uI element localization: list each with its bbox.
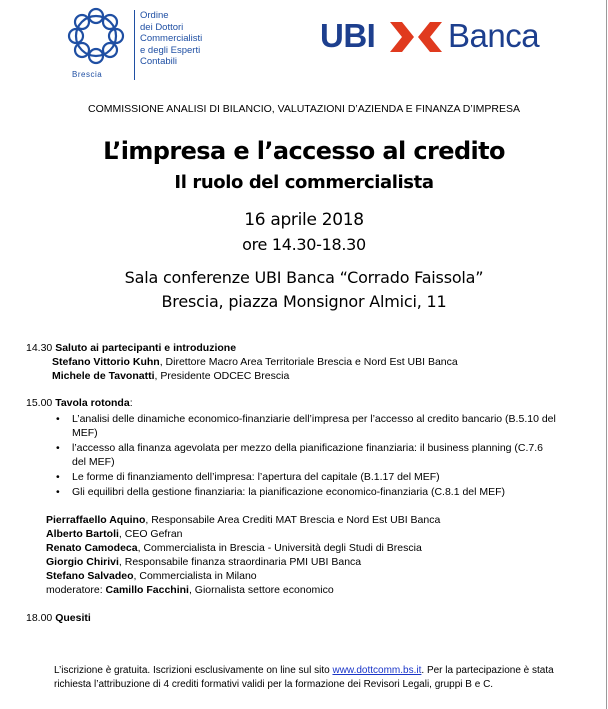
session-title-colon: : [129,397,133,409]
odcec-city: Brescia [72,70,103,79]
panelist-name: Alberto Bartoli [46,528,119,540]
event-subtitle: Il ruolo del commercialista [174,172,434,193]
session-title: Saluto ai partecipanti e introduzione [55,342,237,354]
panelist-line [46,555,440,569]
panelist-line [46,569,440,583]
panelist-line [46,541,440,555]
note-text: L’iscrizione è gratuita. Iscrizioni esclusivamente on line sul sito [54,665,333,676]
speaker-role: , Direttore Macro Area Territoriale Brescia e Nord Est UBI Banca [159,356,458,368]
commission-heading: COMMISSIONE ANALISI DI BILANCIO, VALUTAZIONI D’AZIENDA E FINANZA D’IMPRESA [88,103,520,115]
ubi-chevrons-icon [390,22,442,52]
odcec-logo [66,6,246,82]
event-venue: Sala conferenze UBI Banca “Corrado Faissola” [124,268,484,287]
session-questions [26,611,91,625]
odcec-line: Contabili [140,56,177,68]
topic-list [56,412,556,500]
moderator-label: moderatore: [46,584,106,596]
ubi-wordmark: UBI [320,17,376,54]
session-opening [26,341,458,383]
moderator-line [46,583,440,597]
session-title: Quesiti [55,612,91,624]
bullet-icon: • [56,471,60,483]
session-heading [26,611,91,625]
odcec-emblem-icon [66,6,126,68]
speaker-line [26,369,458,383]
panelist-name: Pierraffaello Aquino [46,514,146,526]
topic-text: L’analisi delle dinamiche economico-finanziarie dell’impresa per l’accesso al credito bancario (B.5.10 del MEF) [72,413,556,439]
banca-wordmark: Banca [448,17,540,54]
bullet-icon: • [56,486,60,498]
event-time: ore 14.30-18.30 [242,235,366,254]
list-item [56,441,556,469]
odcec-line: e degli Esperti [140,44,201,56]
registration-note [54,664,574,692]
event-address: Brescia, piazza Monsignor Almici, 11 [161,292,447,311]
bullet-icon: • [56,442,60,454]
odcec-line: Ordine [140,10,169,21]
session-time: 14.30 [26,342,53,354]
speaker-role: , Presidente ODCEC Brescia [154,370,290,382]
panelist-line [46,513,440,527]
panelist-name: Stefano Salvadeo [46,570,134,582]
panelist-role: , Commercialista in Milano [133,570,257,582]
odcec-name [140,10,202,68]
session-round-table [26,396,133,410]
panel-list [46,513,440,597]
panelist-role: , CEO Gefran [118,528,183,540]
session-heading [26,396,133,410]
bullet-icon: • [56,413,60,425]
list-item [56,412,556,440]
note-line-2: richiesta l’attribuzione di 4 crediti formativi validi per la formazione dei Revisori Legali, gruppi B e C. [54,679,494,690]
session-time: 15.00 [26,397,53,409]
event-title: L’impresa e l’accesso al credito [103,137,505,165]
panelist-role: , Responsabile finanza straordinaria PMI UBI Banca [118,556,362,568]
list-item [56,470,556,484]
odcec-line: dei Dottori [140,21,184,33]
moderator-name: Camillo Facchini [105,584,189,596]
note-line-1 [54,664,574,678]
session-heading [26,341,458,355]
topic-text: l’accesso alla finanza agevolata per mezzo della pianificazione finanziaria: il business planning (C.7.6 del MEF) [72,442,544,468]
panelist-name: Renato Camodeca [46,542,138,554]
ubi-banca-logo [320,16,560,62]
note-text: . Per la partecipazione è stata [421,665,554,676]
list-item [56,485,556,499]
speaker-name: Michele de Tavonatti [52,370,155,382]
panelist-role: , Responsabile Area Crediti MAT Brescia e Nord Est UBI Banca [145,514,441,526]
panelist-role: , Commercialista in Brescia - Università degli Studi di Brescia [137,542,422,554]
session-time: 18.00 [26,612,53,624]
panelist-name: Giorgio Chirivi [46,556,119,568]
speaker-name: Stefano Vittorio Kuhn [52,356,160,368]
odcec-line: Commercialisti [140,33,203,45]
panelist-line [46,527,440,541]
speaker-line [26,355,458,369]
topic-text: Le forme di finanziamento dell’impresa: l’apertura del capitale (B.1.17 del MEF) [72,471,440,483]
moderator-role: , Giornalista settore economico [188,584,334,596]
topic-text: Gli equilibri della gestione finanziaria: la pianificazione economico-finanziaria (C.8.1 del MEF) [72,486,506,498]
session-title: Tavola rotonda [55,397,130,409]
event-date: 16 aprile 2018 [244,210,364,230]
odcec-divider [134,10,135,80]
website-link[interactable]: www.dottcomm.bs.it [332,665,422,676]
